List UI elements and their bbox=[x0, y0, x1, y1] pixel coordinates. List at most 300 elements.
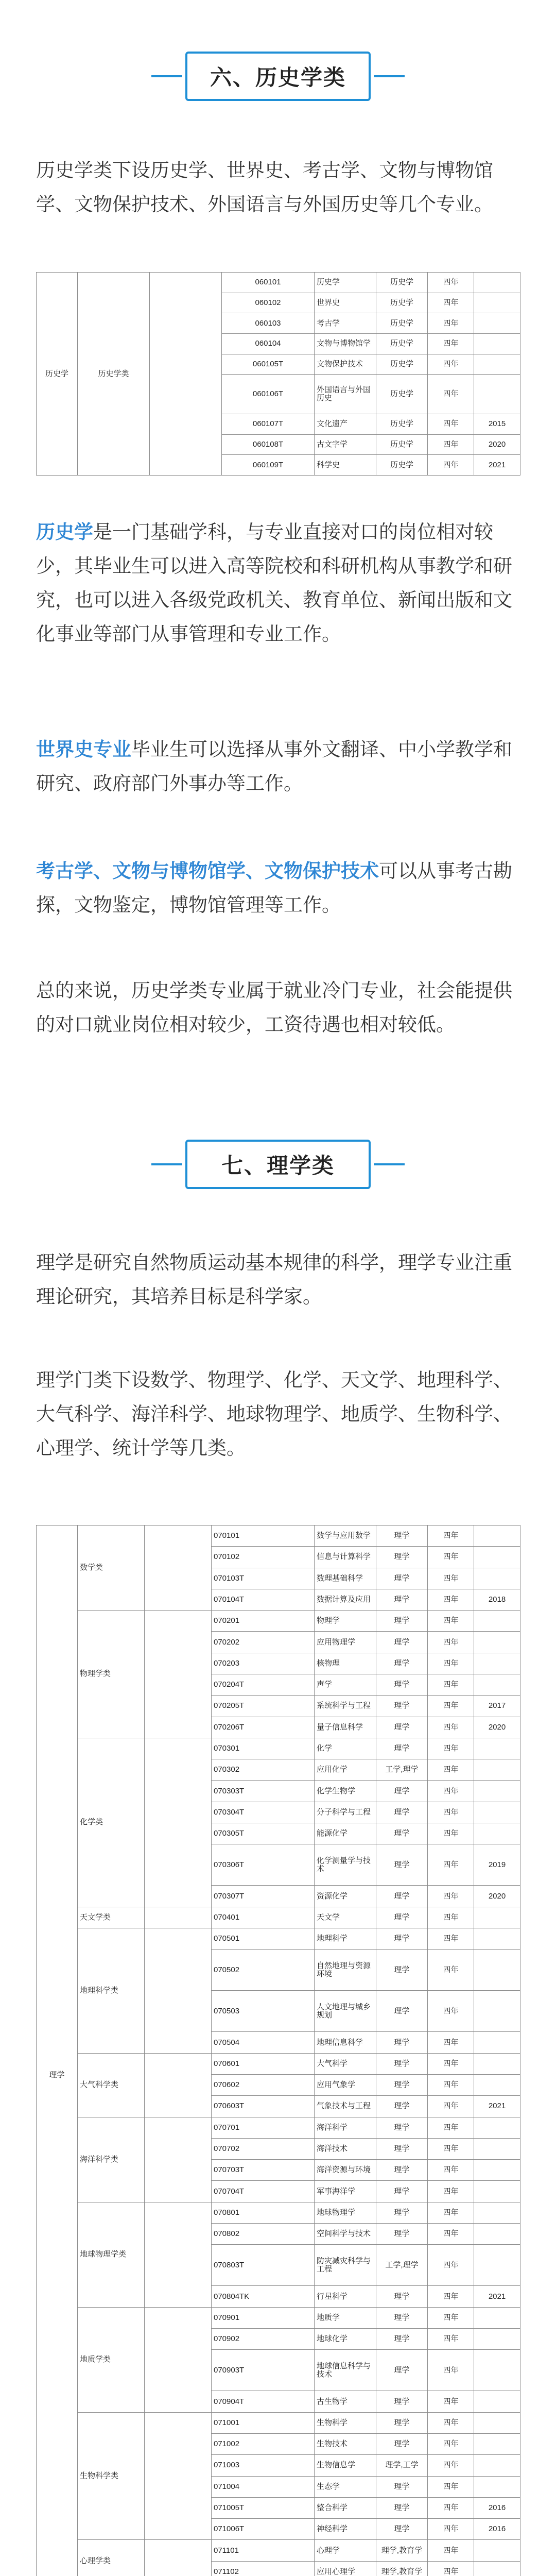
table-row bbox=[37, 1611, 520, 1632]
s6-para-archaeology bbox=[36, 854, 520, 922]
duration-cell: 四年 bbox=[428, 2307, 474, 2328]
code-cell: 070206T bbox=[212, 1717, 315, 1738]
s6-summary: 总的来说，历史学类专业属于就业冷门专业，社会能提供的对口就业岗位相对较少，工资待遇也相对较低。 bbox=[36, 980, 512, 1035]
major-cell: 防灾减灾科学与工程 bbox=[315, 2245, 376, 2286]
code-cell: 070702 bbox=[212, 2138, 315, 2159]
duration-cell: 四年 bbox=[428, 1886, 474, 1907]
year-cell: 2015 bbox=[474, 414, 520, 435]
degree-cell: 理学 bbox=[376, 1632, 428, 1653]
major-cell: 生物科学 bbox=[315, 2412, 376, 2433]
major-cell: 地球化学 bbox=[315, 2329, 376, 2350]
degree-cell: 理学,教育学 bbox=[376, 2561, 428, 2576]
degree-cell: 历史学 bbox=[376, 293, 428, 313]
code-cell: 070102 bbox=[212, 1547, 315, 1568]
duration-cell: 四年 bbox=[428, 293, 474, 313]
year-cell bbox=[474, 2412, 520, 2433]
duration-cell: 四年 bbox=[428, 1632, 474, 1653]
year-cell bbox=[474, 1802, 520, 1823]
year-cell bbox=[474, 1907, 520, 1928]
year-cell bbox=[474, 2433, 520, 2454]
degree-cell: 理学 bbox=[376, 2307, 428, 2328]
major-cell: 军事海洋学 bbox=[315, 2181, 376, 2202]
major-cell: 应用物理学 bbox=[315, 1632, 376, 1653]
major-cell: 海洋技术 bbox=[315, 2138, 376, 2159]
degree-cell: 理学 bbox=[376, 1589, 428, 1610]
year-cell bbox=[474, 2053, 520, 2074]
major-cell: 能源化学 bbox=[315, 1823, 376, 1844]
year-cell: 2016 bbox=[474, 2497, 520, 2518]
duration-cell: 四年 bbox=[428, 1696, 474, 1717]
code-cell: 070804TK bbox=[212, 2286, 315, 2307]
s6-p1-text: 是一门基础学科，与专业直接对口的岗位相对较少，其毕业生可以进入高等院校和科研机构从事教学和研究，也可以进入各级党政机关、教育单位、新闻出版和文化事业等部门从事管理和专业工作。 bbox=[36, 521, 512, 645]
code-cell: 060109T bbox=[222, 455, 315, 476]
degree-cell: 理学 bbox=[376, 2096, 428, 2117]
duration-cell: 四年 bbox=[428, 2160, 474, 2181]
code-cell: 060108T bbox=[222, 434, 315, 455]
duration-cell: 四年 bbox=[428, 2117, 474, 2138]
s6-p3-text: 可以从事考古勘探，文物鉴定，博物馆管理等工作。 bbox=[36, 860, 512, 916]
section-7-title: 七、理学类 bbox=[221, 1153, 335, 1178]
year-cell bbox=[474, 354, 520, 375]
duration-cell: 四年 bbox=[428, 2476, 474, 2497]
code-cell: 060107T bbox=[222, 414, 315, 435]
duration-cell: 四年 bbox=[428, 273, 474, 293]
year-cell bbox=[474, 2476, 520, 2497]
s6-intro: 历史学类下设历史学、世界史、考古学、文物与博物馆学、文物保护技术、外国语言与外国历史等几个专业。 bbox=[36, 160, 493, 215]
major-cell: 化学测量学与技术 bbox=[315, 1844, 376, 1886]
major-cell: 气象技术与工程 bbox=[315, 2096, 376, 2117]
code-cell: 060102 bbox=[222, 293, 315, 313]
degree-cell: 理学 bbox=[376, 1844, 428, 1886]
major-cell: 应用化学 bbox=[315, 1759, 376, 1781]
duration-cell: 四年 bbox=[428, 1526, 474, 1547]
s6-para-history bbox=[36, 515, 520, 651]
year-cell: 2021 bbox=[474, 455, 520, 476]
degree-cell: 理学 bbox=[376, 1653, 428, 1674]
blank-cell bbox=[145, 1907, 212, 1928]
degree-cell: 历史学 bbox=[376, 333, 428, 354]
degree-cell: 理学 bbox=[376, 1611, 428, 1632]
blank-cell bbox=[145, 1611, 212, 1738]
year-cell bbox=[474, 2540, 520, 2561]
blank-cell bbox=[145, 1738, 212, 1907]
duration-cell: 四年 bbox=[428, 2455, 474, 2476]
year-cell bbox=[474, 293, 520, 313]
degree-cell: 理学 bbox=[376, 2391, 428, 2412]
code-cell: 060105T bbox=[222, 354, 315, 375]
major-cell: 历史学 bbox=[315, 273, 376, 293]
degree-cell: 理学 bbox=[376, 1738, 428, 1759]
duration-cell: 四年 bbox=[428, 2075, 474, 2096]
s6-p1-highlight: 历史学 bbox=[36, 521, 93, 543]
major-cell: 地质学 bbox=[315, 2307, 376, 2328]
section-6-title: 六、历史学类 bbox=[210, 65, 346, 90]
major-cell: 自然地理与资源环境 bbox=[315, 1950, 376, 1991]
code-cell: 071005T bbox=[212, 2497, 315, 2518]
duration-cell: 四年 bbox=[428, 414, 474, 435]
code-cell: 070204T bbox=[212, 1674, 315, 1695]
code-cell: 070901 bbox=[212, 2307, 315, 2328]
major-cell: 心理学 bbox=[315, 2540, 376, 2561]
code-cell: 070303T bbox=[212, 1781, 315, 1802]
degree-cell: 理学 bbox=[376, 2075, 428, 2096]
blank-cell bbox=[150, 273, 222, 476]
code-cell: 071003 bbox=[212, 2455, 315, 2476]
code-cell: 070701 bbox=[212, 2117, 315, 2138]
code-cell: 070602 bbox=[212, 2075, 315, 2096]
degree-cell: 理学 bbox=[376, 1991, 428, 2032]
code-cell: 071004 bbox=[212, 2476, 315, 2497]
duration-cell: 四年 bbox=[428, 2540, 474, 2561]
year-cell bbox=[474, 1991, 520, 2032]
duration-cell: 四年 bbox=[428, 1674, 474, 1695]
year-cell bbox=[474, 2224, 520, 2245]
major-cell: 化学生物学 bbox=[315, 1781, 376, 1802]
degree-cell: 历史学 bbox=[376, 273, 428, 293]
duration-cell: 四年 bbox=[428, 1844, 474, 1886]
duration-cell: 四年 bbox=[428, 2053, 474, 2074]
year-cell bbox=[474, 2350, 520, 2391]
code-cell: 070104T bbox=[212, 1589, 315, 1610]
degree-cell: 理学 bbox=[376, 1823, 428, 1844]
degree-cell: 理学 bbox=[376, 2412, 428, 2433]
major-cell: 考古学 bbox=[315, 313, 376, 334]
code-cell: 070202 bbox=[212, 1632, 315, 1653]
code-cell: 060101 bbox=[222, 273, 315, 293]
major-cell: 应用心理学 bbox=[315, 2561, 376, 2576]
duration-cell: 四年 bbox=[428, 1907, 474, 1928]
year-cell bbox=[474, 2245, 520, 2286]
duration-cell: 四年 bbox=[428, 1928, 474, 1949]
degree-cell: 理学 bbox=[376, 2160, 428, 2181]
duration-cell: 四年 bbox=[428, 313, 474, 334]
blank-cell bbox=[145, 2307, 212, 2412]
year-cell bbox=[474, 2117, 520, 2138]
major-cell: 整合科学 bbox=[315, 2497, 376, 2518]
year-cell bbox=[474, 375, 520, 414]
major-cell: 地理科学 bbox=[315, 1928, 376, 1949]
code-cell: 070302 bbox=[212, 1759, 315, 1781]
class-cell: 数学类 bbox=[78, 1526, 145, 1611]
s7-intro-2: 理学门类下设数学、物理学、化学、天文学、地理科学、大气科学、海洋科学、地球物理学、地质学、生物科学、心理学、统计学等几类。 bbox=[36, 1369, 512, 1459]
code-cell: 070801 bbox=[212, 2202, 315, 2223]
major-cell: 数理基础科学 bbox=[315, 1568, 376, 1589]
duration-cell: 四年 bbox=[428, 2245, 474, 2286]
year-cell bbox=[474, 2455, 520, 2476]
major-cell: 地球信息科学与技术 bbox=[315, 2350, 376, 2391]
major-cell: 文物保护技术 bbox=[315, 354, 376, 375]
category-cell: 理学 bbox=[37, 1526, 78, 2576]
major-cell: 古生物学 bbox=[315, 2391, 376, 2412]
science-major-table bbox=[36, 1525, 520, 2576]
class-cell: 地球物理学类 bbox=[78, 2202, 145, 2307]
code-cell: 071101 bbox=[212, 2540, 315, 2561]
major-cell: 空间科学与技术 bbox=[315, 2224, 376, 2245]
year-cell bbox=[474, 1674, 520, 1695]
major-cell: 核物理 bbox=[315, 1653, 376, 1674]
degree-cell: 理学 bbox=[376, 2181, 428, 2202]
major-cell: 科学史 bbox=[315, 455, 376, 476]
major-cell: 地球物理学 bbox=[315, 2202, 376, 2223]
year-cell bbox=[474, 1928, 520, 1949]
duration-cell: 四年 bbox=[428, 2224, 474, 2245]
major-cell: 行星科学 bbox=[315, 2286, 376, 2307]
duration-cell: 四年 bbox=[428, 2138, 474, 2159]
code-cell: 071102 bbox=[212, 2561, 315, 2576]
code-cell: 070803T bbox=[212, 2245, 315, 2286]
degree-cell: 理学 bbox=[376, 1907, 428, 1928]
duration-cell: 四年 bbox=[428, 2519, 474, 2540]
blank-cell bbox=[145, 1928, 212, 2053]
duration-cell: 四年 bbox=[428, 434, 474, 455]
code-cell: 070902 bbox=[212, 2329, 315, 2350]
degree-cell: 理学 bbox=[376, 2224, 428, 2245]
degree-cell: 历史学 bbox=[376, 375, 428, 414]
year-cell bbox=[474, 1738, 520, 1759]
degree-cell: 理学 bbox=[376, 1696, 428, 1717]
degree-cell: 理学 bbox=[376, 2053, 428, 2074]
duration-cell: 四年 bbox=[428, 333, 474, 354]
degree-cell: 理学 bbox=[376, 1950, 428, 1991]
duration-cell: 四年 bbox=[428, 1823, 474, 1844]
duration-cell: 四年 bbox=[428, 2350, 474, 2391]
degree-cell: 理学 bbox=[376, 2202, 428, 2223]
major-cell: 大气科学 bbox=[315, 2053, 376, 2074]
class-cell: 历史学类 bbox=[78, 273, 150, 476]
blank-cell bbox=[145, 2540, 212, 2576]
year-cell bbox=[474, 2138, 520, 2159]
major-cell: 资源化学 bbox=[315, 1886, 376, 1907]
s6-p2-highlight: 世界史专业 bbox=[36, 739, 131, 760]
degree-cell: 历史学 bbox=[376, 434, 428, 455]
major-cell: 声学 bbox=[315, 1674, 376, 1695]
section-7-banner bbox=[185, 1140, 371, 1189]
code-cell: 070307T bbox=[212, 1886, 315, 1907]
code-cell: 070205T bbox=[212, 1696, 315, 1717]
degree-cell: 理学 bbox=[376, 2433, 428, 2454]
duration-cell: 四年 bbox=[428, 354, 474, 375]
code-cell: 070703T bbox=[212, 2160, 315, 2181]
year-cell bbox=[474, 2075, 520, 2096]
code-cell: 070502 bbox=[212, 1950, 315, 1991]
degree-cell: 理学 bbox=[376, 2519, 428, 2540]
degree-cell: 理学,工学 bbox=[376, 2455, 428, 2476]
degree-cell: 理学 bbox=[376, 2497, 428, 2518]
major-cell: 信息与计算科学 bbox=[315, 1547, 376, 1568]
code-cell: 071002 bbox=[212, 2433, 315, 2454]
table-row bbox=[37, 1526, 520, 1547]
blank-cell bbox=[145, 2202, 212, 2307]
duration-cell: 四年 bbox=[428, 2286, 474, 2307]
class-cell: 海洋科学类 bbox=[78, 2117, 145, 2202]
class-cell: 地质学类 bbox=[78, 2307, 145, 2412]
major-cell: 人文地理与城乡规划 bbox=[315, 1991, 376, 2032]
year-cell bbox=[474, 1547, 520, 1568]
major-cell: 神经科学 bbox=[315, 2519, 376, 2540]
major-cell: 地理信息科学 bbox=[315, 2032, 376, 2053]
code-cell: 070201 bbox=[212, 1611, 315, 1632]
major-cell: 物理学 bbox=[315, 1611, 376, 1632]
duration-cell: 四年 bbox=[428, 1547, 474, 1568]
degree-cell: 理学 bbox=[376, 1928, 428, 1949]
table-row bbox=[37, 2053, 520, 2074]
code-cell: 070802 bbox=[212, 2224, 315, 2245]
duration-cell: 四年 bbox=[428, 1950, 474, 1991]
blank-cell bbox=[145, 1526, 212, 1611]
class-cell: 物理学类 bbox=[78, 1611, 145, 1738]
table-row bbox=[37, 2412, 520, 2433]
duration-cell: 四年 bbox=[428, 1717, 474, 1738]
blank-cell bbox=[145, 2053, 212, 2117]
year-cell bbox=[474, 1781, 520, 1802]
code-cell: 070101 bbox=[212, 1526, 315, 1547]
degree-cell: 理学 bbox=[376, 2329, 428, 2350]
year-cell bbox=[474, 2391, 520, 2412]
year-cell bbox=[474, 1526, 520, 1547]
degree-cell: 理学 bbox=[376, 2350, 428, 2391]
year-cell bbox=[474, 2032, 520, 2053]
year-cell: 2018 bbox=[474, 1589, 520, 1610]
major-cell: 生态学 bbox=[315, 2476, 376, 2497]
year-cell bbox=[474, 2160, 520, 2181]
duration-cell: 四年 bbox=[428, 2202, 474, 2223]
table-row bbox=[37, 1907, 520, 1928]
year-cell bbox=[474, 2307, 520, 2328]
major-cell: 文物与博物馆学 bbox=[315, 333, 376, 354]
year-cell: 2020 bbox=[474, 1717, 520, 1738]
major-cell: 文化遗产 bbox=[315, 414, 376, 435]
duration-cell: 四年 bbox=[428, 2561, 474, 2576]
degree-cell: 理学 bbox=[376, 1526, 428, 1547]
year-cell: 2017 bbox=[474, 1696, 520, 1717]
major-cell: 外国语言与外国历史 bbox=[315, 375, 376, 414]
year-cell bbox=[474, 1950, 520, 1991]
duration-cell: 四年 bbox=[428, 1991, 474, 2032]
s6-p3-highlight: 考古学、文物与博物馆学、文物保护技术 bbox=[36, 860, 379, 882]
code-cell: 070704T bbox=[212, 2181, 315, 2202]
major-cell: 量子信息科学 bbox=[315, 1717, 376, 1738]
duration-cell: 四年 bbox=[428, 2391, 474, 2412]
degree-cell: 理学 bbox=[376, 1802, 428, 1823]
class-cell: 大气科学类 bbox=[78, 2053, 145, 2117]
degree-cell: 理学 bbox=[376, 2476, 428, 2497]
degree-cell: 理学,教育学 bbox=[376, 2540, 428, 2561]
degree-cell: 历史学 bbox=[376, 313, 428, 334]
category-cell: 历史学 bbox=[37, 273, 78, 476]
duration-cell: 四年 bbox=[428, 1802, 474, 1823]
table-row bbox=[37, 2540, 520, 2561]
history-major-table bbox=[36, 272, 520, 476]
duration-cell: 四年 bbox=[428, 455, 474, 476]
duration-cell: 四年 bbox=[428, 2412, 474, 2433]
major-cell: 数学与应用数学 bbox=[315, 1526, 376, 1547]
code-cell: 071006T bbox=[212, 2519, 315, 2540]
major-cell: 分子科学与工程 bbox=[315, 1802, 376, 1823]
code-cell: 070601 bbox=[212, 2053, 315, 2074]
degree-cell: 历史学 bbox=[376, 414, 428, 435]
duration-cell: 四年 bbox=[428, 1611, 474, 1632]
code-cell: 060106T bbox=[222, 375, 315, 414]
table-row bbox=[37, 1738, 520, 1759]
code-cell: 070503 bbox=[212, 1991, 315, 2032]
major-cell: 海洋科学 bbox=[315, 2117, 376, 2138]
code-cell: 070504 bbox=[212, 2032, 315, 2053]
table-row bbox=[37, 1928, 520, 1949]
code-cell: 070103T bbox=[212, 1568, 315, 1589]
major-cell: 系统科学与工程 bbox=[315, 1696, 376, 1717]
s7-intro-1: 理学是研究自然物质运动基本规律的科学，理学专业注重理论研究，其培养目标是科学家。 bbox=[36, 1252, 512, 1307]
table-row bbox=[37, 273, 520, 293]
year-cell bbox=[474, 2329, 520, 2350]
code-cell: 070401 bbox=[212, 1907, 315, 1928]
code-cell: 070305T bbox=[212, 1823, 315, 1844]
code-cell: 060104 bbox=[222, 333, 315, 354]
year-cell: 2020 bbox=[474, 1886, 520, 1907]
code-cell: 070603T bbox=[212, 2096, 315, 2117]
year-cell bbox=[474, 2561, 520, 2576]
code-cell: 070904T bbox=[212, 2391, 315, 2412]
degree-cell: 理学 bbox=[376, 1547, 428, 1568]
duration-cell: 四年 bbox=[428, 1781, 474, 1802]
year-cell bbox=[474, 1759, 520, 1781]
degree-cell: 理学 bbox=[376, 1717, 428, 1738]
major-cell: 古文字学 bbox=[315, 434, 376, 455]
major-cell: 天文学 bbox=[315, 1907, 376, 1928]
degree-cell: 工学,理学 bbox=[376, 1759, 428, 1781]
degree-cell: 工学,理学 bbox=[376, 2245, 428, 2286]
duration-cell: 四年 bbox=[428, 1653, 474, 1674]
degree-cell: 理学 bbox=[376, 2117, 428, 2138]
degree-cell: 理学 bbox=[376, 1568, 428, 1589]
major-cell: 生物技术 bbox=[315, 2433, 376, 2454]
duration-cell: 四年 bbox=[428, 2181, 474, 2202]
major-cell: 数据计算及应用 bbox=[315, 1589, 376, 1610]
code-cell: 070304T bbox=[212, 1802, 315, 1823]
year-cell bbox=[474, 313, 520, 334]
duration-cell: 四年 bbox=[428, 1738, 474, 1759]
duration-cell: 四年 bbox=[428, 1759, 474, 1781]
class-cell: 化学类 bbox=[78, 1738, 145, 1907]
degree-cell: 理学 bbox=[376, 1781, 428, 1802]
degree-cell: 理学 bbox=[376, 2286, 428, 2307]
major-cell: 海洋资源与环境 bbox=[315, 2160, 376, 2181]
class-cell: 心理学类 bbox=[78, 2540, 145, 2576]
duration-cell: 四年 bbox=[428, 2329, 474, 2350]
year-cell: 2016 bbox=[474, 2519, 520, 2540]
year-cell: 2021 bbox=[474, 2286, 520, 2307]
duration-cell: 四年 bbox=[428, 2096, 474, 2117]
year-cell bbox=[474, 1823, 520, 1844]
duration-cell: 四年 bbox=[428, 2497, 474, 2518]
year-cell: 2020 bbox=[474, 434, 520, 455]
code-cell: 070903T bbox=[212, 2350, 315, 2391]
degree-cell: 历史学 bbox=[376, 455, 428, 476]
code-cell: 060103 bbox=[222, 313, 315, 334]
code-cell: 070301 bbox=[212, 1738, 315, 1759]
table-row bbox=[37, 2202, 520, 2223]
major-cell: 世界史 bbox=[315, 293, 376, 313]
degree-cell: 历史学 bbox=[376, 354, 428, 375]
degree-cell: 理学 bbox=[376, 1674, 428, 1695]
major-cell: 化学 bbox=[315, 1738, 376, 1759]
year-cell bbox=[474, 1632, 520, 1653]
year-cell bbox=[474, 1568, 520, 1589]
degree-cell: 理学 bbox=[376, 2032, 428, 2053]
s6-p2-text: 毕业生可以选择从事外文翻译、中小学教学和研究、政府部门外事办等工作。 bbox=[36, 739, 512, 794]
year-cell: 2021 bbox=[474, 2096, 520, 2117]
duration-cell: 四年 bbox=[428, 375, 474, 414]
class-cell: 生物科学类 bbox=[78, 2412, 145, 2540]
